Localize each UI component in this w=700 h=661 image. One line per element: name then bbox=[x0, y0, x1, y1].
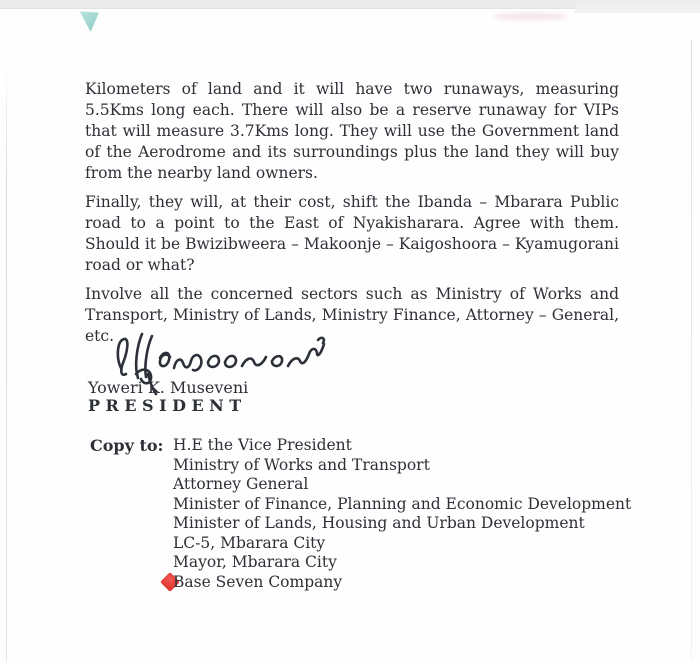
letter-body bbox=[85, 79, 619, 355]
teal-corner-mark bbox=[77, 11, 99, 32]
copy-to-list bbox=[173, 436, 631, 592]
paragraph-sectors: Involve all the concerned sectors such as Ministry of Works and Transport, Ministry of Lands, Ministry Finance, Attorney – General, etc. bbox=[85, 285, 619, 345]
recipient-base-seven: Base Seven Company bbox=[173, 573, 631, 593]
recipient-lc5-mbarara: LC-5, Mbarara City bbox=[173, 533, 326, 552]
copy-to-label: Copy to: bbox=[90, 436, 164, 455]
page-edge-right bbox=[691, 40, 692, 661]
recipient-ministry-works: Ministry of Works and Transport bbox=[173, 455, 430, 474]
page-edge-left bbox=[6, 60, 7, 661]
scan-smudge bbox=[493, 13, 568, 20]
signer-title: PRESIDENT bbox=[88, 396, 247, 415]
recipient-mayor-mbarara: Mayor, Mbarara City bbox=[173, 553, 337, 571]
recipient-minister-lands: Minister of Lands, Housing and Urban Development bbox=[173, 514, 585, 532]
recipient-vice-president: H.E the Vice President bbox=[173, 436, 352, 454]
signer-name: Yoweri K. Museveni bbox=[88, 378, 249, 397]
paragraph-road-shift: Finally, they will, at their cost, shift the Ibanda – Mbarara Public road to a point to the East of Nyakisharara. Agree with them. Should it be Bwizibweera – Makoonje – Kaigoshoora – Kyamugorani road or what? bbox=[85, 193, 619, 274]
scan-edge-band-right bbox=[575, 0, 700, 13]
recipient-attorney-general: Attorney General bbox=[173, 475, 309, 493]
recipient-minister-finance: Minister of Finance, Planning and Economic Development bbox=[173, 494, 632, 513]
paragraph-runways: Kilometers of land and it will have two runaways, measuring 5.5Kms long each. There will also be a reserve runaway for VIPs that will measure 3.7Kms long. They will use the Government land of the Aerodrome and its surroundings plus the land they will buy from the nearby land owners. bbox=[85, 80, 619, 182]
